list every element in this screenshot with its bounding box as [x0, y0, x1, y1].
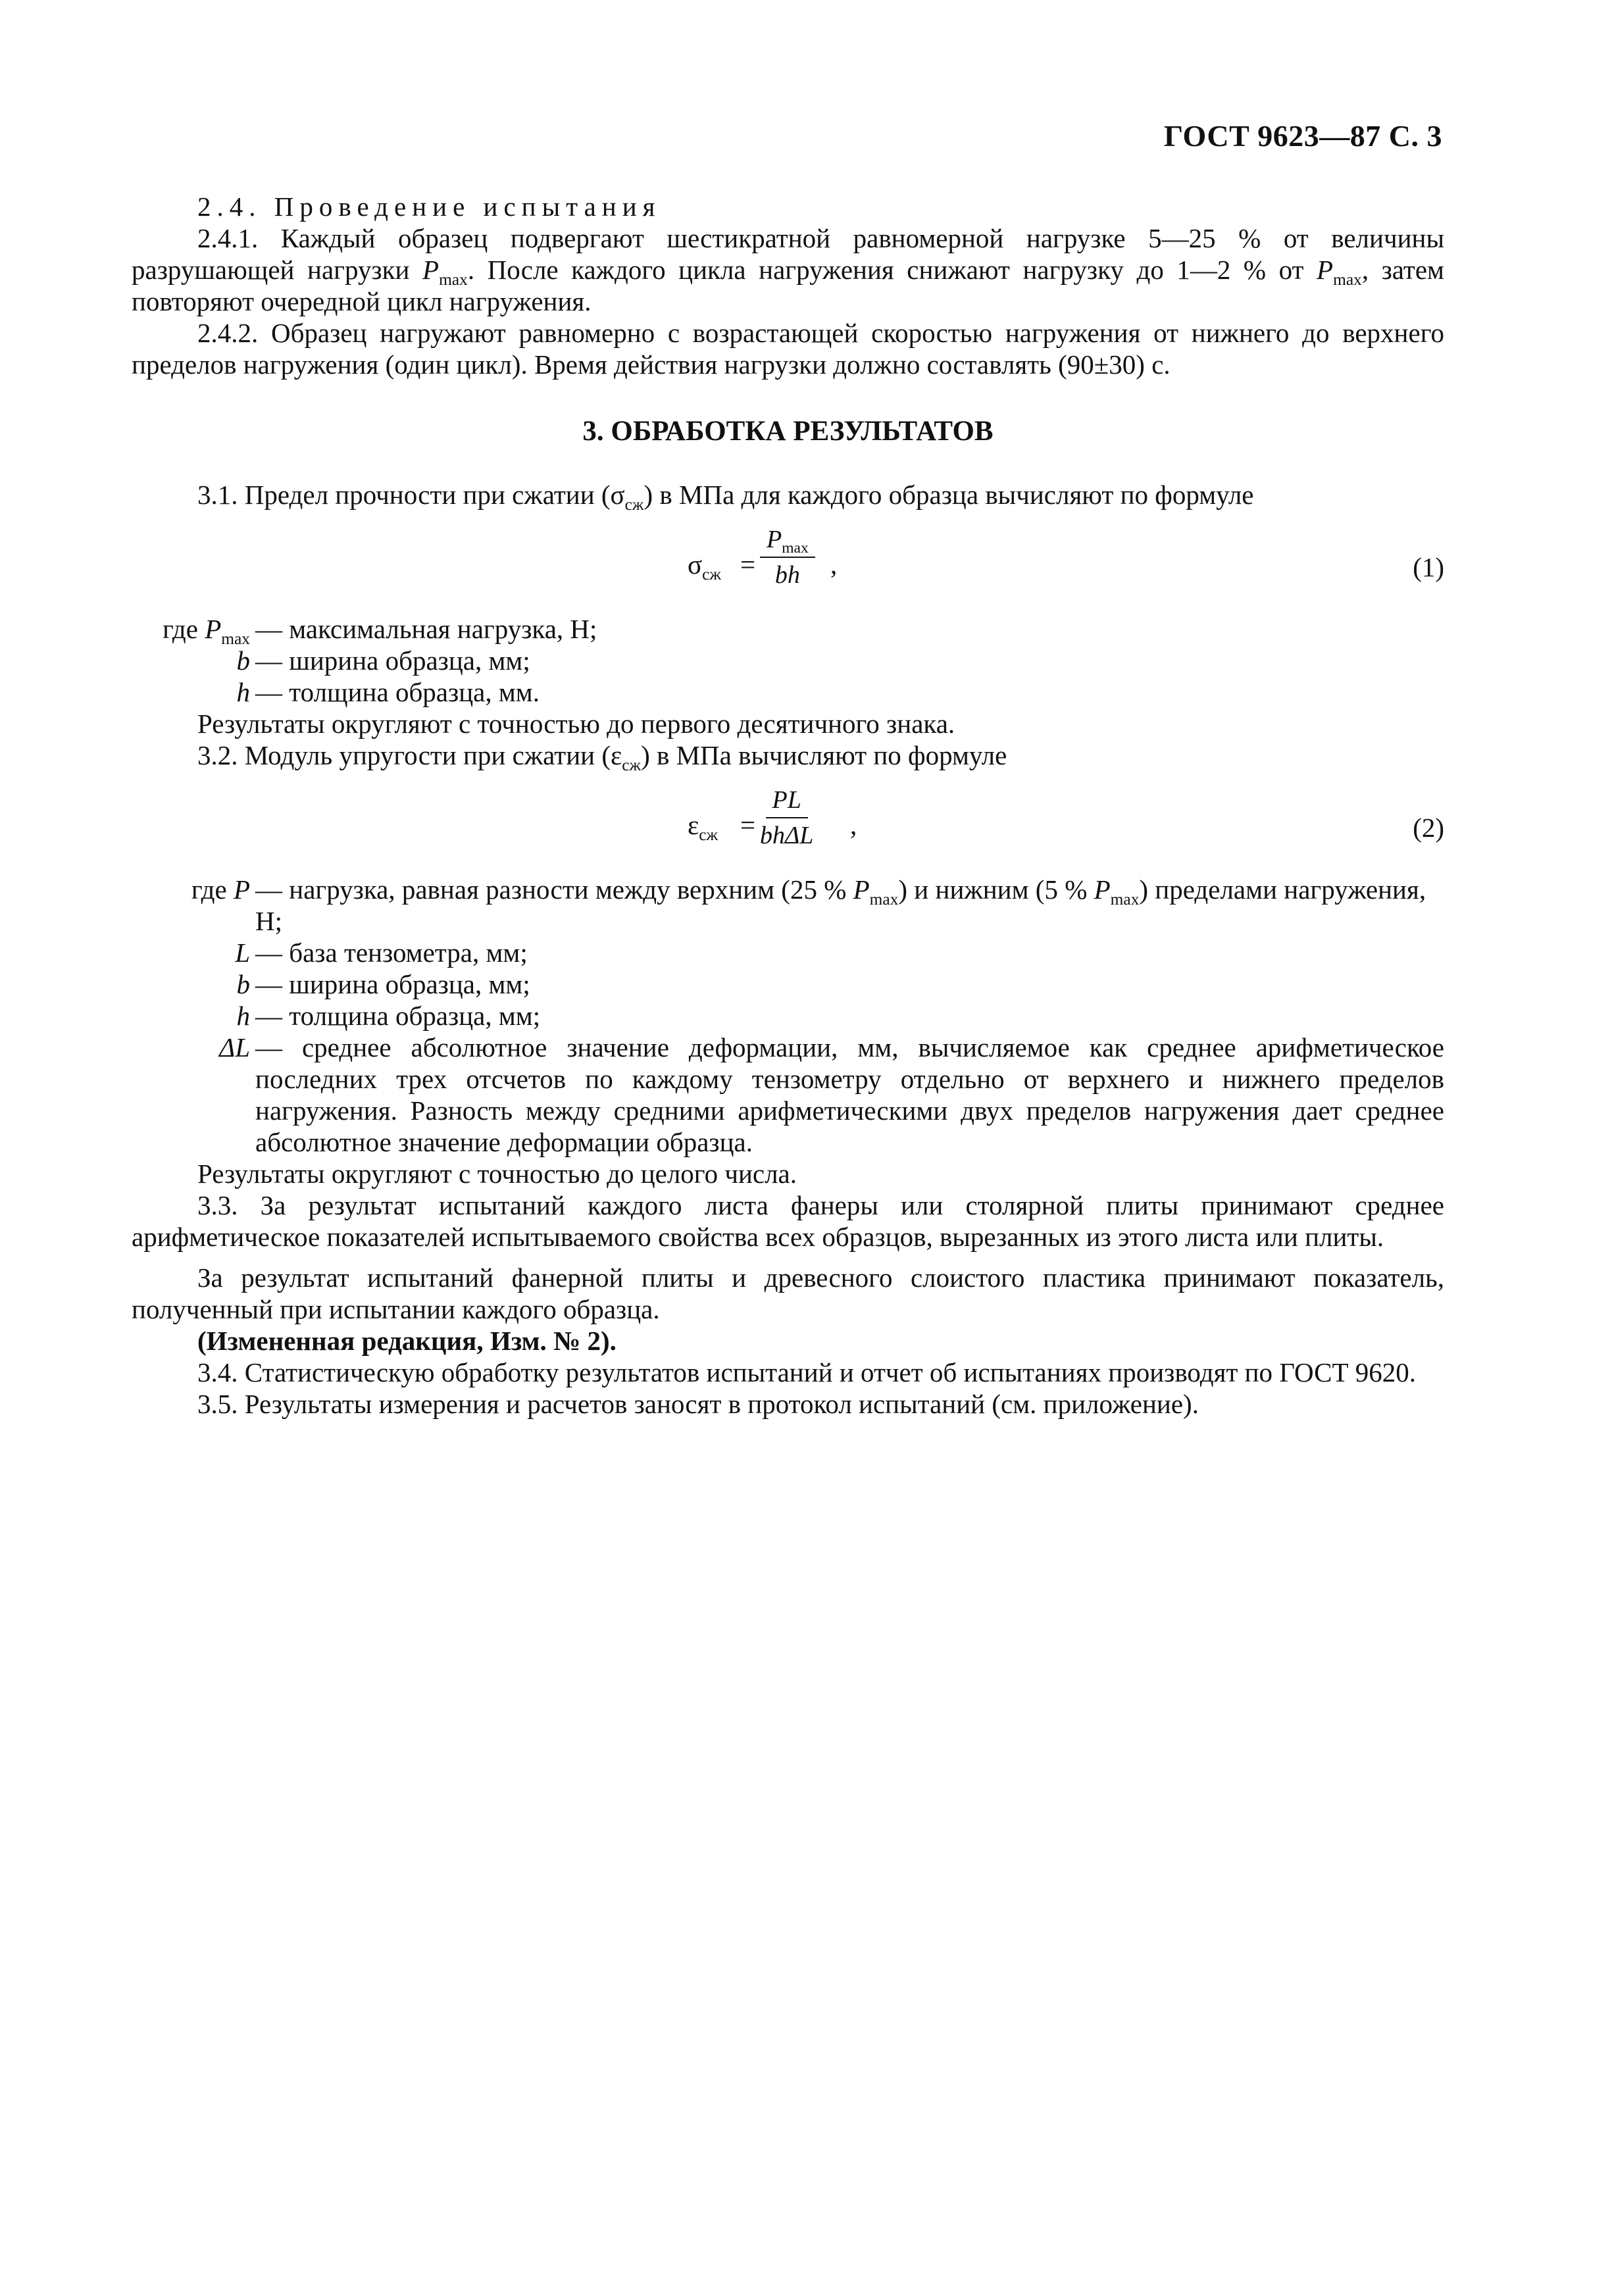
paragraph-3-2: 3.2. Модуль упругости при сжатии $(\varepsilon_{сж})$ в МПа вычисляют по формуле — [197, 740, 1007, 774]
formula-1-fraction: $P_{max}$ bh — [760, 525, 815, 589]
where-item: h — толщина образца, мм; — [236, 1001, 541, 1031]
paragraph-3-5: 3.5. Результаты измерения и расчетов заносят в протокол испытаний (см. приложение). — [197, 1389, 1199, 1419]
where-item: где $P_{max}$ — максимальная нагрузка, Н; — [163, 614, 597, 648]
pmax-symbol: $P_{max}$ — [1317, 255, 1362, 289]
where-list-2 — [132, 874, 1444, 1158]
where-item: где P — нагрузка, равная разности между верхним (25 % $P_{max}$) и нижним (5 % $P_{max}$) пределами нагружения, Н; — [191, 874, 1426, 936]
formula-1: $\sigma_{сж}$ = $P_{max}$ bh , (1) — [688, 526, 1444, 589]
where-item: L — база тензометра, мм; — [235, 937, 528, 968]
paragraph-3-3-b: За результат испытаний фанерной плиты и древесного слоистого пластика принимают показатель, полученный при испытании каждого образца. — [132, 1262, 1444, 1324]
rounding-note-1: Результаты округляют с точностью до первого десятичного знака. — [197, 709, 955, 739]
formula-2-fraction: PL bhΔL — [760, 786, 814, 849]
where-item: b — ширина образца, мм; — [236, 969, 530, 999]
page-content — [132, 191, 1444, 1420]
amendment-note: (Измененная редакция, Изм. № 2). — [197, 1326, 617, 1356]
paragraph-3-4: 3.4. Статистическую обработку результатов испытаний и отчет об испытаниях производят по ГОСТ 9620. — [197, 1357, 1416, 1387]
formula-2: $\varepsilon_{сж}$ = PL bhΔL , (2) — [688, 786, 1444, 849]
formula-1-lhs: $\sigma_{сж}$ — [688, 549, 721, 584]
where-item: h — толщина образца, мм. — [236, 677, 540, 707]
formula-1-number: (1) — [1413, 552, 1444, 582]
section-3-title: 3. ОБРАБОТКА РЕЗУЛЬТАТОВ — [582, 416, 994, 447]
formula-2-lhs: $\varepsilon_{сж}$ — [688, 810, 718, 844]
paragraph-2-4-1: 2.4.1. Каждый образец подвергают шестикратной равномерной нагрузке 5—25 % от величины разрушающей нагрузки $P_{max}$. После каждого цикла нагружения снижают нагрузку до 1—2 % от $P_{max}$, затем повторяют очередной цикл нагружения. — [132, 223, 1444, 316]
pmax-symbol: $P_{max}$ — [422, 255, 468, 289]
paragraph-3-3: 3.3. За результат испытаний каждого листа фанеры или столярной плиты принимают среднее арифметическое показателей испытываемого свойства всех образцов, вырезанных из этого листа или плиты. — [132, 1190, 1444, 1252]
rounding-note-2: Результаты округляют с точностью до целого числа. — [197, 1159, 797, 1189]
section-2-4-title: 2.4. Проведение испытания — [197, 191, 661, 222]
formula-2-number: (2) — [1413, 812, 1444, 843]
paragraph-2-4-2: 2.4.2. Образец нагружают равномерно с возрастающей скоростью нагружения от нижнего до верхнего пределов нагружения (один цикл). Время действия нагрузки должно составлять (90±30) с. — [132, 318, 1444, 380]
where-item: ΔL — среднее абсолютное значение деформации, мм, вычисляемое как среднее арифметическое последних трех отсчетов по каждому тензометру отдельно от верхнего и нижнего пределов нагружения. Разность между средними арифметическими двух пределов нагружения дает среднее абсолютное значение деформации образца. — [219, 1032, 1444, 1157]
paragraph-3-1: 3.1. Предел прочности при сжатии $(\sigma_{сж})$ в МПа для каждого образца вычисляют по формуле — [197, 480, 1254, 514]
page-header: ГОСТ 9623—87 С. 3 — [1163, 119, 1442, 153]
where-item: b — ширина образца, мм; — [236, 645, 530, 676]
where-list-1 — [132, 613, 1444, 708]
